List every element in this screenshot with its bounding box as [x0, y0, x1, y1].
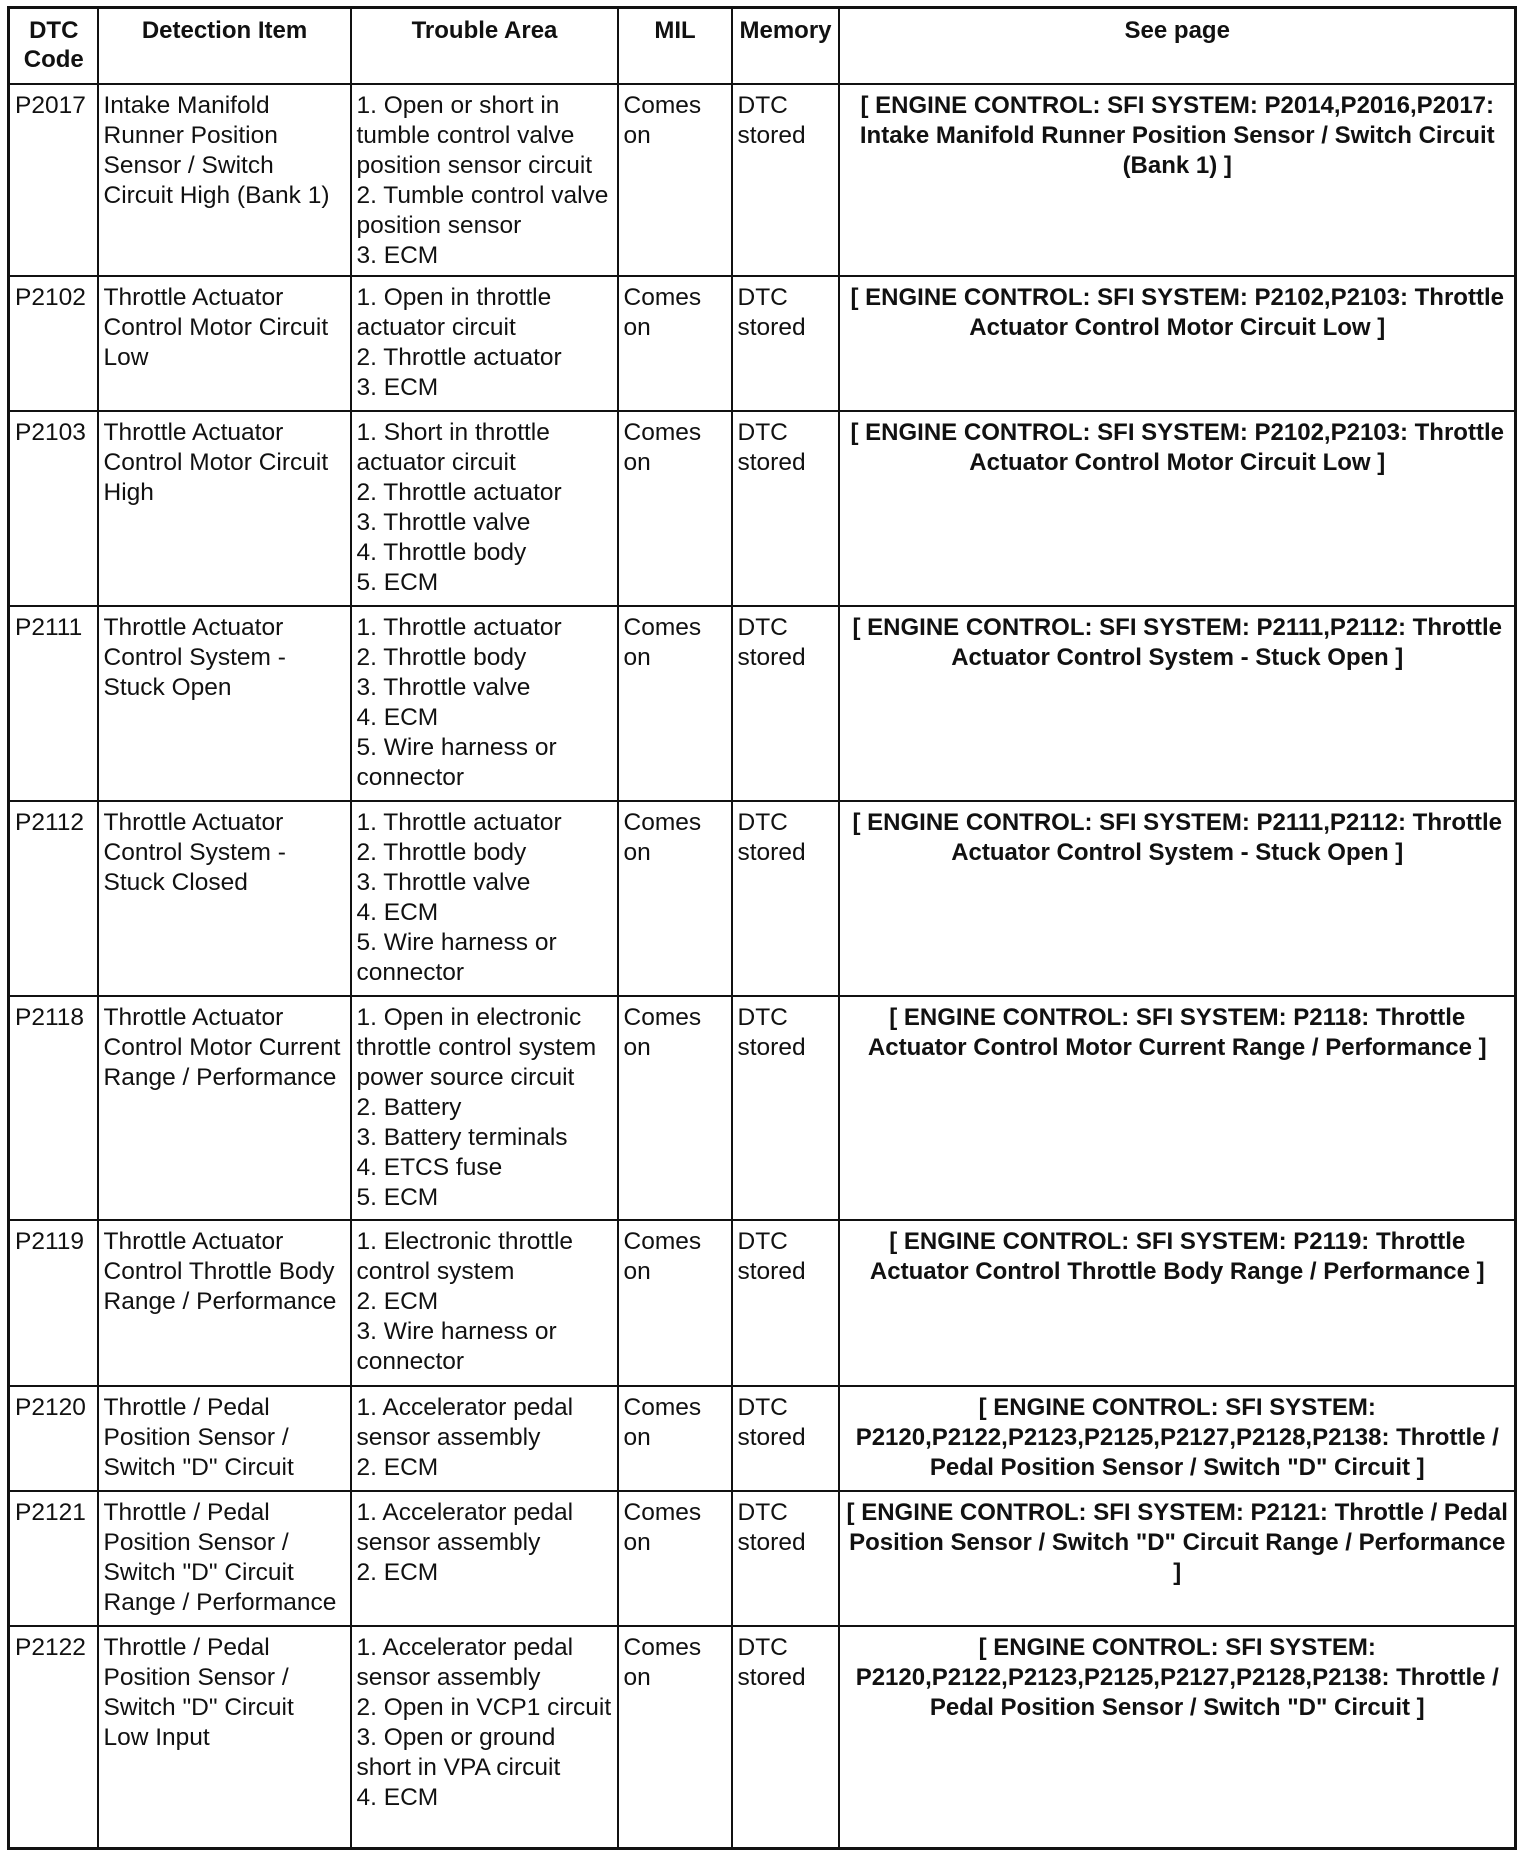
- trouble-area-line: 2. Battery: [356, 1094, 462, 1121]
- detection-item: Throttle Actuator Control Throttle Body Range / Performance: [98, 1220, 351, 1386]
- detection-item: Throttle Actuator Control System - Stuck Open: [98, 606, 351, 801]
- trouble-area-line: 1. Open in throttle actuator circuit: [356, 284, 559, 341]
- header-dtc-code: DTC Code: [9, 8, 98, 85]
- trouble-area-line: 2. Throttle actuator: [356, 479, 562, 506]
- memory-status: DTC stored: [732, 1626, 839, 1849]
- see-page-link[interactable]: [ ENGINE CONTROL: SFI SYSTEM: P2118: Throttle Actuator Control Motor Current Range / Performance ]: [839, 996, 1516, 1220]
- dtc-code: P2017: [9, 84, 98, 276]
- memory-status: DTC stored: [732, 1386, 839, 1491]
- trouble-area-line: 3. Throttle valve: [356, 674, 531, 701]
- trouble-area-line: 4. Throttle body: [356, 539, 527, 566]
- mil-status: Comes on: [618, 606, 732, 801]
- trouble-area-line: 1. Throttle actuator: [356, 809, 562, 836]
- trouble-area-line: 3. ECM: [356, 242, 439, 269]
- trouble-area-line: 5. Wire harness or connector: [356, 929, 564, 986]
- memory-status: DTC stored: [732, 1491, 839, 1626]
- mil-status: Comes on: [618, 411, 732, 606]
- table-row: [9, 1220, 1516, 1386]
- detection-item: Intake Manifold Runner Position Sensor / Switch Circuit High (Bank 1): [98, 84, 351, 276]
- dtc-code: P2103: [9, 411, 98, 606]
- memory-status: DTC stored: [732, 606, 839, 801]
- table-row: [9, 411, 1516, 606]
- trouble-area-line: 3. Battery terminals: [356, 1124, 568, 1151]
- header-see-page: See page: [839, 8, 1516, 85]
- trouble-area-line: 4. ECM: [356, 899, 439, 926]
- trouble-area-line: 2. Tumble control valve position sensor: [356, 182, 616, 239]
- mil-status: Comes on: [618, 801, 732, 996]
- table-row: [9, 276, 1516, 411]
- trouble-area-line: 2. Throttle body: [356, 839, 527, 866]
- detection-item: Throttle Actuator Control Motor Circuit High: [98, 411, 351, 606]
- trouble-area-line: 5. ECM: [356, 1184, 439, 1211]
- see-page-link[interactable]: [ ENGINE CONTROL: SFI SYSTEM: P2120,P2122,P2123,P2125,P2127,P2128,P2138: Throttle / Pedal Position Sensor / Switch "D" Circuit ]: [839, 1626, 1516, 1849]
- dtc-code: P2102: [9, 276, 98, 411]
- see-page-link[interactable]: [ ENGINE CONTROL: SFI SYSTEM: P2102,P2103: Throttle Actuator Control Motor Circuit Low ]: [839, 411, 1516, 606]
- trouble-area: [351, 801, 618, 996]
- dtc-code: P2111: [9, 606, 98, 801]
- trouble-area-line: 1. Throttle actuator: [356, 614, 562, 641]
- trouble-area-line: 4. ECM: [356, 704, 439, 731]
- trouble-area-line: 1. Open in electronic throttle control system power source circuit: [356, 1004, 603, 1091]
- trouble-area-line: 2. ECM: [356, 1454, 439, 1481]
- dtc-code: P2112: [9, 801, 98, 996]
- trouble-area-line: 1. Accelerator pedal sensor assembly: [356, 1634, 580, 1691]
- see-page-link[interactable]: [ ENGINE CONTROL: SFI SYSTEM: P2111,P2112: Throttle Actuator Control System - Stuck Open ]: [839, 801, 1516, 996]
- trouble-area-line: 2. ECM: [356, 1288, 439, 1315]
- memory-status: DTC stored: [732, 276, 839, 411]
- mil-status: Comes on: [618, 1386, 732, 1491]
- trouble-area-line: 1. Short in throttle actuator circuit: [356, 419, 557, 476]
- mil-status: Comes on: [618, 1491, 732, 1626]
- trouble-area: [351, 1491, 618, 1626]
- trouble-area: [351, 1220, 618, 1386]
- memory-status: DTC stored: [732, 84, 839, 276]
- trouble-area-line: 1. Open or short in tumble control valve position sensor circuit: [356, 92, 593, 179]
- detection-item: Throttle Actuator Control Motor Circuit Low: [98, 276, 351, 411]
- see-page-link[interactable]: [ ENGINE CONTROL: SFI SYSTEM: P2119: Throttle Actuator Control Throttle Body Range / Performance ]: [839, 1220, 1516, 1386]
- see-page-link[interactable]: [ ENGINE CONTROL: SFI SYSTEM: P2121: Throttle / Pedal Position Sensor / Switch "D" Circuit Range / Performance ]: [839, 1491, 1516, 1626]
- table-row: [9, 1491, 1516, 1626]
- trouble-area-line: 2. Throttle body: [356, 644, 527, 671]
- memory-status: DTC stored: [732, 996, 839, 1220]
- trouble-area-line: 1. Accelerator pedal sensor assembly: [356, 1499, 580, 1556]
- trouble-area-line: 2. Open in VCP1 circuit: [356, 1694, 612, 1721]
- mil-status: Comes on: [618, 84, 732, 276]
- memory-status: DTC stored: [732, 1220, 839, 1386]
- dtc-code: P2119: [9, 1220, 98, 1386]
- trouble-area: [351, 84, 618, 276]
- mil-status: Comes on: [618, 1626, 732, 1849]
- detection-item: Throttle / Pedal Position Sensor / Switch "D" Circuit Low Input: [98, 1626, 351, 1849]
- dtc-code: P2118: [9, 996, 98, 1220]
- see-page-link[interactable]: [ ENGINE CONTROL: SFI SYSTEM: P2111,P2112: Throttle Actuator Control System - Stuck Open ]: [839, 606, 1516, 801]
- trouble-area: [351, 606, 618, 801]
- trouble-area-line: 3. ECM: [356, 374, 439, 401]
- header-memory: Memory: [732, 8, 839, 85]
- header-mil: MIL: [618, 8, 732, 85]
- trouble-area-line: 2. ECM: [356, 1559, 439, 1586]
- trouble-area-line: 4. ETCS fuse: [356, 1154, 503, 1181]
- mil-status: Comes on: [618, 276, 732, 411]
- trouble-area-line: 1. Accelerator pedal sensor assembly: [356, 1394, 580, 1451]
- see-page-link[interactable]: [ ENGINE CONTROL: SFI SYSTEM: P2120,P2122,P2123,P2125,P2127,P2128,P2138: Throttle / Pedal Position Sensor / Switch "D" Circuit ]: [839, 1386, 1516, 1491]
- dtc-code: P2121: [9, 1491, 98, 1626]
- table-row: [9, 801, 1516, 996]
- trouble-area: [351, 1386, 618, 1491]
- detection-item: Throttle Actuator Control Motor Current Range / Performance: [98, 996, 351, 1220]
- trouble-area: [351, 276, 618, 411]
- table-row: [9, 606, 1516, 801]
- see-page-link[interactable]: [ ENGINE CONTROL: SFI SYSTEM: P2014,P2016,P2017: Intake Manifold Runner Position Sensor / Switch Circuit (Bank 1) ]: [839, 84, 1516, 276]
- detection-item: Throttle Actuator Control System - Stuck Closed: [98, 801, 351, 996]
- trouble-area-line: 3. Throttle valve: [356, 869, 531, 896]
- trouble-area-line: 1. Electronic throttle control system: [356, 1228, 580, 1285]
- dtc-table: [7, 6, 1517, 1850]
- header-trouble-area: Trouble Area: [351, 8, 618, 85]
- mil-status: Comes on: [618, 1220, 732, 1386]
- see-page-link[interactable]: [ ENGINE CONTROL: SFI SYSTEM: P2102,P2103: Throttle Actuator Control Motor Circuit Low ]: [839, 276, 1516, 411]
- table-row: [9, 1386, 1516, 1491]
- table-header-row: [9, 8, 1516, 85]
- trouble-area-line: 2. Throttle actuator: [356, 344, 562, 371]
- trouble-area: [351, 996, 618, 1220]
- trouble-area-line: 5. ECM: [356, 569, 439, 596]
- trouble-area-line: 3. Throttle valve: [356, 509, 531, 536]
- memory-status: DTC stored: [732, 411, 839, 606]
- trouble-area-line: 3. Wire harness or connector: [356, 1318, 564, 1375]
- dtc-code: P2120: [9, 1386, 98, 1491]
- trouble-area: [351, 1626, 618, 1849]
- dtc-code: P2122: [9, 1626, 98, 1849]
- memory-status: DTC stored: [732, 801, 839, 996]
- detection-item: Throttle / Pedal Position Sensor / Switch "D" Circuit: [98, 1386, 351, 1491]
- header-detection-item: Detection Item: [98, 8, 351, 85]
- trouble-area: [351, 411, 618, 606]
- table-row: [9, 84, 1516, 276]
- mil-status: Comes on: [618, 996, 732, 1220]
- table-row: [9, 1626, 1516, 1849]
- trouble-area-line: 5. Wire harness or connector: [356, 734, 564, 791]
- trouble-area-line: 4. ECM: [356, 1784, 439, 1811]
- table-row: [9, 996, 1516, 1220]
- detection-item: Throttle / Pedal Position Sensor / Switch "D" Circuit Range / Performance: [98, 1491, 351, 1626]
- trouble-area-line: 3. Open or ground short in VPA circuit: [356, 1724, 563, 1781]
